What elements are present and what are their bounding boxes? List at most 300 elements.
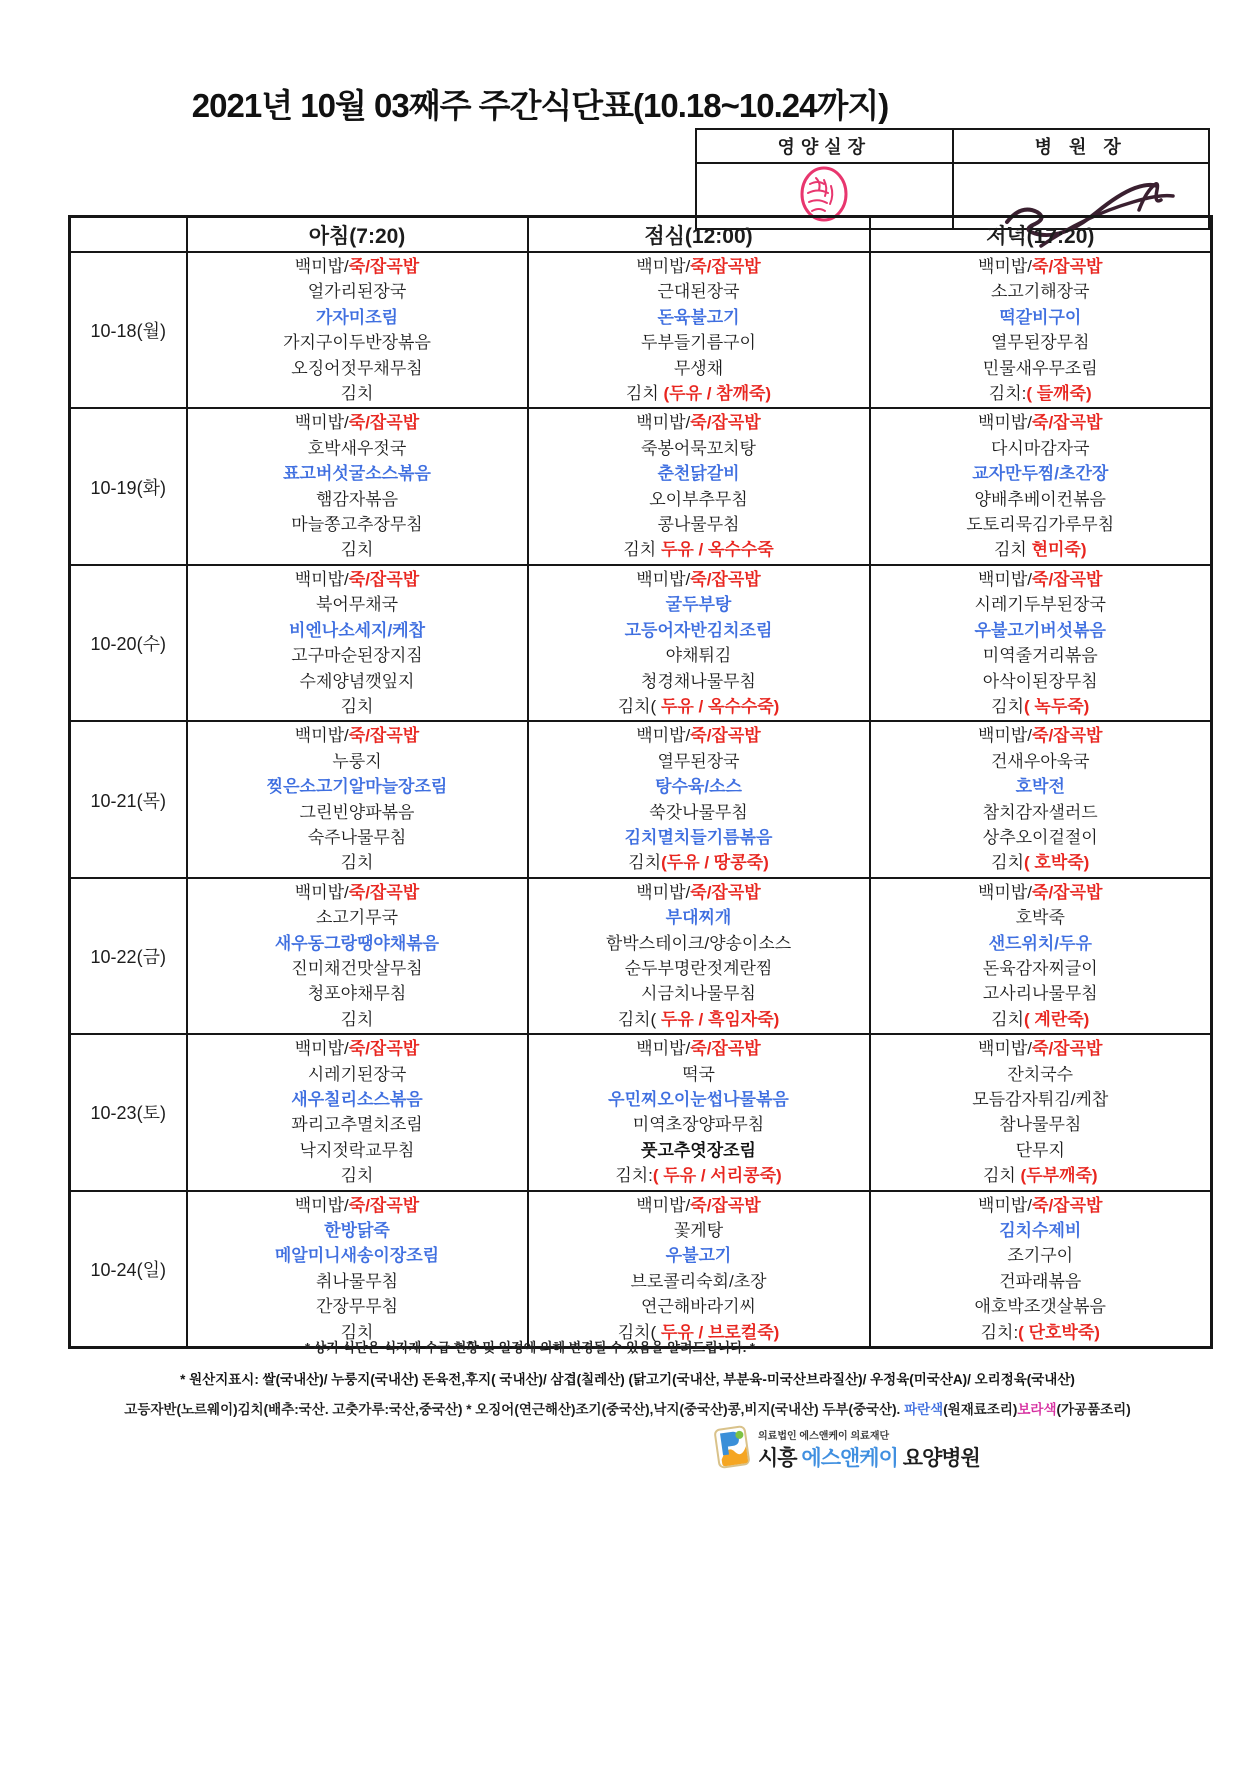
text-segment: 죽/잡곡밥: [1032, 726, 1103, 746]
menu-line: [531, 1087, 867, 1112]
text-segment: 죽/잡곡밥: [348, 882, 420, 902]
text-segment: 야채튀김: [665, 646, 732, 666]
text-segment: 표고버섯굴소스볶음: [283, 464, 431, 484]
text-segment: 다시마감자국: [990, 438, 1090, 458]
menu-line: [531, 1243, 867, 1268]
weekly-menu-table: [68, 215, 1213, 1349]
text-segment: 죽/잡곡밥: [1032, 1195, 1103, 1215]
text-segment: 김치: [340, 1322, 374, 1342]
menu-line: [531, 905, 867, 930]
day-cell: 10-21(목): [70, 721, 187, 877]
text-segment: 김치: [340, 540, 374, 560]
text-segment: ( 들깨죽): [1026, 384, 1092, 404]
text-segment: 한방닭죽: [324, 1221, 390, 1241]
text-segment: 우불고기: [665, 1246, 732, 1266]
text-segment: 열무된장국: [657, 751, 740, 771]
text-segment: 시흥: [758, 1447, 802, 1470]
menu-line: [873, 436, 1209, 461]
menu-line: [531, 305, 867, 330]
breakfast-cell: [187, 252, 528, 408]
menu-line: [190, 254, 525, 279]
breakfast-cell: [187, 1191, 528, 1348]
text-segment: 죽/잡곡밥: [348, 1195, 420, 1215]
text-segment: 마늘쫑고추장무침: [291, 515, 423, 535]
text-segment: 백미밥/: [636, 726, 691, 746]
text-segment: 호박새우젓국: [307, 438, 407, 458]
day-cell: 10-24(일): [70, 1191, 187, 1348]
text-segment: 메알미니새송이장조림: [274, 1246, 440, 1266]
menu-table-row: [70, 408, 1212, 564]
menu-line: [873, 694, 1209, 719]
menu-line: [873, 1007, 1209, 1032]
menu-line: [190, 800, 525, 825]
menu-line: [190, 1243, 525, 1268]
text-segment: 오이부추무침: [649, 489, 748, 509]
hospital-logo-subtitle: 의료법인 에스앤케이 의료재단: [758, 1431, 890, 1442]
menu-line: [873, 381, 1209, 406]
day-cell: 10-22(금): [70, 878, 187, 1034]
text-segment: 죽/잡곡밥: [690, 882, 761, 902]
menu-line: [531, 749, 867, 774]
menu-line: [190, 537, 525, 562]
text-segment: (두부깨죽): [1020, 1166, 1098, 1186]
text-segment: 부대찌개: [665, 908, 732, 928]
text-segment: 소고기무국: [315, 908, 399, 928]
text-segment: 백미밥/: [978, 1195, 1033, 1215]
footnote-change-notice: * 상기 식단은 식자재 수급 현황 및 일정에 의해 변경될 수 있음을 알려드립니다. *: [305, 1340, 755, 1355]
text-segment: 김치: [982, 1166, 1021, 1186]
text-segment: 고구마순된장지짐: [291, 646, 423, 666]
text-segment: 백미밥/: [294, 882, 349, 902]
text-segment: 백미밥/: [978, 882, 1033, 902]
text-segment: 두부들기름구이: [641, 333, 756, 353]
text-segment: 김치:: [980, 1322, 1019, 1342]
menu-line: [190, 356, 525, 381]
text-segment: 김치(: [617, 1009, 657, 1029]
text-segment: 돈육감자찌글이: [982, 958, 1098, 978]
menu-line: [190, 305, 525, 330]
menu-line: [190, 669, 525, 694]
dinner-cell: [870, 721, 1212, 877]
menu-line: [873, 1062, 1209, 1087]
menu-line: [531, 279, 867, 304]
menu-line: [190, 618, 525, 643]
menu-line: [531, 880, 867, 905]
text-segment: 백미밥/: [978, 726, 1033, 746]
menu-line: [531, 567, 867, 592]
text-segment: 백미밥/: [636, 1039, 691, 1059]
dinner-cell: [870, 565, 1212, 721]
text-segment: ( 단호박죽): [1018, 1322, 1100, 1342]
text-segment: 우불고기버섯볶음: [974, 620, 1106, 640]
menu-table-header-row: [70, 217, 1212, 253]
day-cell: 10-23(토): [70, 1034, 187, 1190]
text-segment: 오징어젓무채무침: [291, 358, 423, 378]
text-segment: 김치: [991, 853, 1025, 873]
menu-line: [190, 880, 525, 905]
menu-table-row: [70, 1191, 1212, 1348]
text-segment: 에스앤케이: [801, 1447, 898, 1470]
lunch-header: 점심(12:00): [528, 217, 870, 253]
text-segment: 죽/잡곡밥: [690, 257, 761, 276]
text-segment: 잔치국수: [1007, 1064, 1074, 1084]
menu-line: [531, 1163, 867, 1188]
text-segment: 춘천닭갈비: [657, 464, 740, 484]
text-segment: 김치: [340, 1166, 374, 1186]
text-segment: 미역줄거리볶음: [982, 646, 1098, 666]
menu-line: [531, 1269, 867, 1294]
menu-line: [873, 1243, 1209, 1268]
text-segment: 떡국: [682, 1064, 715, 1084]
menu-line: [531, 436, 867, 461]
menu-line: [531, 1036, 867, 1061]
menu-line: [531, 592, 867, 617]
breakfast-cell: [187, 408, 528, 564]
text-segment: 죽/잡곡밥: [348, 726, 420, 746]
menu-line: [531, 512, 867, 537]
text-segment: 브로콜리숙회/초장: [630, 1271, 767, 1291]
text-segment: 꽈리고추멸치조림: [291, 1115, 423, 1135]
menu-line: [873, 537, 1209, 562]
menu-line: [531, 1007, 867, 1032]
breakfast-cell: [187, 565, 528, 721]
hospital-logo-text: [758, 1427, 980, 1472]
text-segment: 떡갈비구이: [999, 307, 1082, 327]
text-segment: 함박스테이크/양송이소스: [605, 933, 792, 953]
text-segment: 누룽지: [332, 751, 382, 771]
text-segment: 청포야채무침: [307, 984, 407, 1004]
text-segment: 백미밥/: [636, 569, 691, 589]
text-segment: ( 녹두죽): [1024, 696, 1090, 716]
menu-line: [531, 825, 867, 850]
menu-line: [531, 356, 867, 381]
menu-line: [873, 723, 1209, 748]
text-segment: 죽봉어묵꼬치탕: [641, 438, 756, 458]
text-segment: ( 계란죽): [1024, 1009, 1090, 1029]
text-segment: 죽/잡곡밥: [348, 1039, 420, 1059]
text-segment: 두유 / 옥수수죽: [660, 540, 774, 560]
menu-line: [873, 774, 1209, 799]
text-segment: 얼가리된장국: [307, 282, 407, 302]
menu-line: [873, 643, 1209, 668]
menu-line: [873, 825, 1209, 850]
hospital-logo-title: [758, 1442, 980, 1472]
menu-line: [873, 279, 1209, 304]
text-segment: 김치수제비: [999, 1221, 1082, 1241]
text-segment: 백미밥/: [636, 413, 691, 433]
breakfast-header: 아침(7:20): [187, 217, 528, 253]
menu-table-row: [70, 721, 1212, 877]
menu-line: [190, 749, 525, 774]
menu-line: [190, 330, 525, 355]
text-segment: 두유 / 옥수수죽): [656, 696, 780, 716]
text-segment: 소고기해장국: [990, 282, 1090, 302]
menu-line: [873, 410, 1209, 435]
text-segment: 상추오이겉절이: [982, 827, 1098, 847]
text-segment: 진미채건맛살무침: [291, 958, 423, 978]
day-cell: 10-19(화): [70, 408, 187, 564]
lunch-cell: [528, 565, 870, 721]
text-segment: 교자만두찜/초간장: [972, 464, 1109, 484]
corner-cell: [70, 217, 187, 253]
menu-line: [190, 1218, 525, 1243]
breakfast-cell: [187, 1034, 528, 1190]
menu-line: [190, 1294, 525, 1319]
menu-line: [873, 487, 1209, 512]
text-segment: 찢은소고기알마늘장조림: [266, 777, 448, 797]
text-segment: 낙지젓락교무침: [299, 1140, 415, 1160]
menu-table-row: [70, 565, 1212, 721]
text-segment: 아삭이된장무침: [982, 671, 1098, 691]
text-segment: 백미밥/: [978, 1039, 1033, 1059]
text-segment: 김치: [993, 540, 1032, 560]
text-segment: 가자미조림: [315, 307, 399, 327]
text-segment: 조기구이: [1007, 1246, 1074, 1266]
text-segment: 김치(: [617, 696, 657, 716]
text-segment: 죽/잡곡밥: [348, 413, 420, 433]
approval-right-header: 병 원 장: [953, 129, 1210, 163]
menu-line: [190, 905, 525, 930]
text-segment: 열무된장무침: [990, 333, 1090, 353]
text-segment: 숙주나물무침: [307, 827, 407, 847]
menu-line: [190, 981, 525, 1006]
menu-line: [190, 410, 525, 435]
menu-line: [531, 643, 867, 668]
menu-line: [190, 436, 525, 461]
menu-line: [190, 381, 525, 406]
hospital-logo: [712, 1424, 980, 1475]
text-segment: 김치: [625, 384, 664, 404]
text-segment: 근대된장국: [657, 282, 740, 302]
text-segment: 꽃게탕: [673, 1221, 724, 1241]
menu-line: [190, 1007, 525, 1032]
menu-line: [190, 512, 525, 537]
menu-line: [190, 1138, 525, 1163]
text-segment: 시레기된장국: [307, 1064, 407, 1084]
menu-line: [873, 1193, 1209, 1218]
menu-line: [873, 618, 1209, 643]
menu-line: [531, 850, 867, 875]
menu-line: [873, 1269, 1209, 1294]
text-segment: 미역초장양파무침: [632, 1115, 765, 1135]
dinner-cell: [870, 1034, 1212, 1190]
text-segment: 가지구이두반장볶음: [283, 333, 431, 353]
text-segment: 백미밥/: [636, 1195, 691, 1215]
text-segment: 김치: [340, 696, 374, 716]
menu-line: [190, 1112, 525, 1137]
text-segment: 백미밥/: [978, 569, 1033, 589]
text-segment: 돈육불고기: [657, 307, 740, 327]
text-segment: 민물새우무조림: [982, 358, 1098, 378]
menu-line: [531, 774, 867, 799]
menu-line: [531, 1193, 867, 1218]
lunch-cell: [528, 1191, 870, 1348]
lunch-cell: [528, 721, 870, 877]
text-segment: 죽/잡곡밥: [690, 413, 761, 433]
text-segment: 단무지: [1015, 1140, 1065, 1160]
day-cell: 10-20(수): [70, 565, 187, 721]
menu-line: [873, 749, 1209, 774]
text-segment: 우민찌오이눈썹나물볶음: [608, 1090, 789, 1109]
menu-line: [531, 330, 867, 355]
text-segment: 죽/잡곡밥: [1032, 882, 1103, 902]
dinner-cell: [870, 408, 1212, 564]
text-segment: 새우칠리소스볶음: [291, 1090, 423, 1109]
text-segment: 고사리나물무침: [982, 984, 1098, 1004]
day-cell: 10-18(월): [70, 252, 187, 408]
text-segment: 고등어자반김치조림: [624, 620, 773, 640]
text-segment: ( 두유 / 서리콩죽): [652, 1166, 782, 1186]
menu-line: [531, 956, 867, 981]
text-segment: 청경채나물무침: [641, 671, 756, 691]
dinner-cell: [870, 252, 1212, 408]
menu-line: [190, 1087, 525, 1112]
text-segment: 죽/잡곡밥: [690, 569, 761, 589]
breakfast-cell: [187, 878, 528, 1034]
menu-line: [873, 850, 1209, 875]
text-segment: 쑥갓나물무침: [649, 802, 748, 822]
menu-line: [531, 931, 867, 956]
text-segment: 참치감자샐러드: [982, 802, 1098, 822]
menu-line: [873, 1138, 1209, 1163]
text-segment: 김치:: [615, 1166, 653, 1186]
page-title: 2021년 10월 03째주 주간식단표(10.18~10.24까지): [191, 87, 889, 124]
text-segment: 무생채: [673, 358, 724, 378]
text-segment: 시금치나물무침: [641, 984, 756, 1004]
menu-line: [531, 618, 867, 643]
text-segment: 콩나물무침: [657, 515, 740, 535]
menu-line: [190, 850, 525, 875]
menu-line: [531, 1218, 867, 1243]
text-segment: 연근해바라기씨: [641, 1297, 756, 1317]
menu-line: [190, 461, 525, 486]
text-segment: 백미밥/: [978, 413, 1033, 433]
menu-line: [873, 254, 1209, 279]
menu-line: [873, 1112, 1209, 1137]
text-segment: 김치: [340, 384, 374, 404]
menu-line: [531, 694, 867, 719]
menu-line: [873, 330, 1209, 355]
menu-line: [873, 592, 1209, 617]
menu-line: [531, 981, 867, 1006]
menu-line: [873, 956, 1209, 981]
dinner-header: 저녁(17:20): [870, 217, 1212, 253]
text-segment: 샌드위치/두유: [988, 933, 1092, 953]
menu-line: [531, 461, 867, 486]
menu-line: [190, 1163, 525, 1188]
menu-table-row: [70, 252, 1212, 408]
menu-line: [190, 1036, 525, 1061]
menu-line: [873, 1163, 1209, 1188]
menu-line: [873, 305, 1209, 330]
text-segment: 김치: [991, 1009, 1025, 1029]
text-segment: 죽/잡곡밥: [690, 726, 761, 746]
footnote-origin-2: [0, 1398, 1255, 1418]
text-segment: 양배추베이컨볶음: [974, 489, 1106, 509]
text-segment: 풋고추엿장조림: [641, 1140, 756, 1160]
breakfast-cell: [187, 721, 528, 877]
text-segment: 백미밥/: [294, 569, 349, 589]
menu-line: [190, 279, 525, 304]
text-segment: 시레기두부된장국: [974, 595, 1106, 615]
text-segment: (두유 / 참깨죽): [663, 384, 772, 404]
menu-line: [190, 487, 525, 512]
text-segment: 김치(: [617, 1322, 657, 1342]
text-segment: 죽/잡곡밥: [1032, 1039, 1103, 1059]
text-segment: 백미밥/: [294, 1039, 349, 1059]
text-segment: 백미밥/: [636, 882, 691, 902]
text-segment: 죽/잡곡밥: [1032, 413, 1103, 433]
menu-line: [190, 931, 525, 956]
text-segment: 애호박조갯살볶음: [974, 1297, 1106, 1317]
menu-line: [873, 461, 1209, 486]
text-segment: 현미죽): [1031, 540, 1087, 560]
menu-line: [873, 981, 1209, 1006]
footnote-origin-1: * 원산지표시: 쌀(국내산)/ 누룽지(국내산) 돈육전,후지( 국내산)/ 삼겹(칠레산) (닭고기(국내산, 부분육-미국산브라질산)/ 우정육(미국산A)/ 오리정육(국내산): [180, 1372, 1075, 1387]
text-segment: (원재료조리): [943, 1402, 1018, 1417]
text-segment: 파란색: [904, 1402, 944, 1417]
menu-line: [531, 1062, 867, 1087]
menu-line: [873, 905, 1209, 930]
text-segment: 보라색: [1017, 1402, 1057, 1417]
text-segment: 김치: [623, 540, 661, 560]
menu-table-row: [70, 878, 1212, 1034]
menu-line: [531, 723, 867, 748]
menu-line: [531, 410, 867, 435]
text-segment: 백미밥/: [978, 257, 1033, 276]
lunch-cell: [528, 408, 870, 564]
text-segment: 간장무무침: [315, 1297, 399, 1317]
text-segment: 죽/잡곡밥: [348, 569, 420, 589]
text-segment: 건파래볶음: [999, 1271, 1082, 1291]
menu-table-row: [70, 1034, 1212, 1190]
text-segment: 호박죽: [1015, 908, 1065, 928]
text-segment: 요양병원: [897, 1447, 980, 1470]
menu-line: [190, 1062, 525, 1087]
menu-line: [873, 880, 1209, 905]
menu-line: [873, 931, 1209, 956]
text-segment: 탕수육/소스: [655, 777, 742, 797]
text-segment: 수제양념깻잎지: [299, 671, 415, 691]
menu-line: [190, 592, 525, 617]
menu-line: [873, 567, 1209, 592]
lunch-cell: [528, 1034, 870, 1190]
menu-line: [531, 1138, 867, 1163]
menu-line: [873, 1036, 1209, 1061]
menu-line: [190, 774, 525, 799]
menu-line: [531, 669, 867, 694]
menu-table-body: [70, 252, 1212, 1348]
text-segment: 두유 / 브로컬죽): [656, 1322, 780, 1342]
menu-line: [190, 956, 525, 981]
text-segment: 참나물무침: [999, 1115, 1082, 1135]
text-segment: 고등자반(노르웨이)김치(배추:국산. 고춧가루:국산,중국산) * 오징어(연근해산)조기(중국산),낙지(중국산)콩,비지(국내산) 두부(중국산).: [124, 1402, 905, 1417]
text-segment: 비엔나소세지/케찹: [288, 620, 426, 640]
hospital-logo-icon: [712, 1424, 752, 1475]
text-segment: (두유 / 땅콩죽): [661, 853, 769, 873]
text-segment: 김치: [628, 853, 662, 873]
menu-line: [531, 487, 867, 512]
text-segment: 새우동그랑땡야채볶음: [274, 933, 440, 953]
text-segment: 모듬감자튀김/케찹: [972, 1090, 1109, 1109]
text-segment: 죽/잡곡밥: [1032, 257, 1103, 276]
menu-line: [531, 1294, 867, 1319]
menu-line: [873, 356, 1209, 381]
text-segment: 김치: [340, 853, 374, 873]
menu-line: [531, 537, 867, 562]
menu-line: [873, 512, 1209, 537]
text-segment: 굴두부탕: [665, 595, 732, 615]
